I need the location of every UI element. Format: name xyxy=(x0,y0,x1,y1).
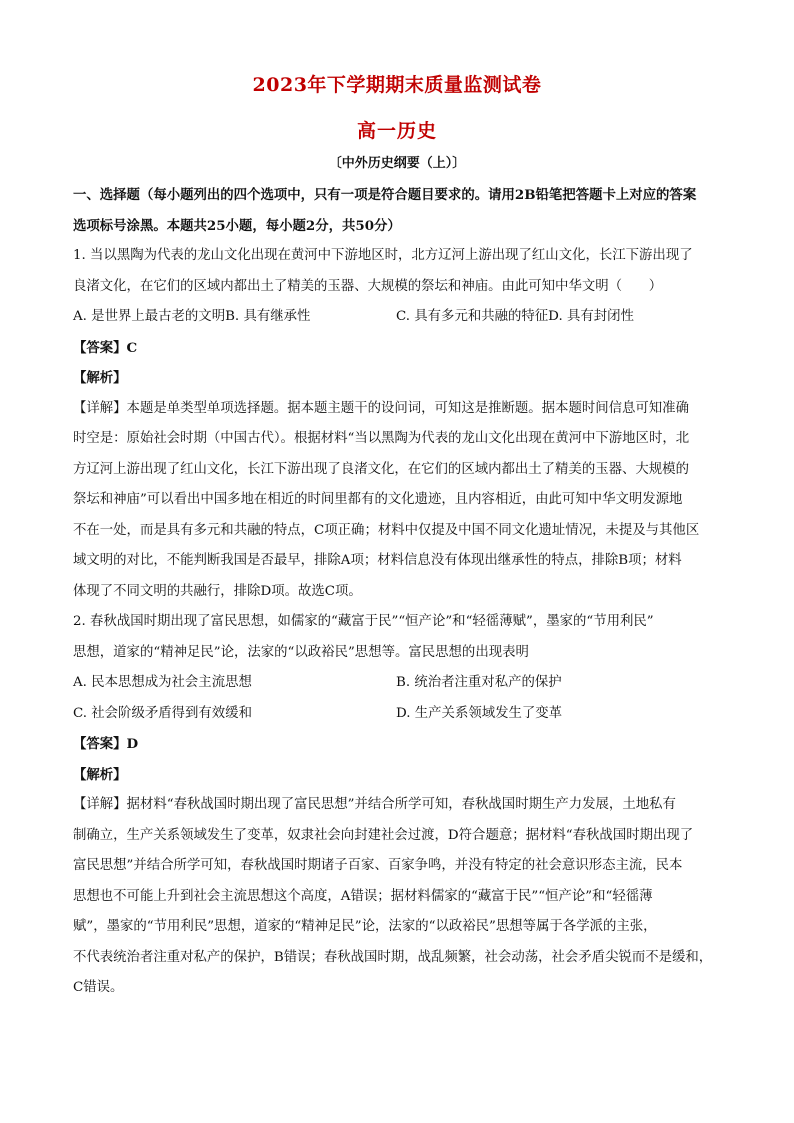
section-heading-line: 选项标号涂黑。本题共25小题，每小题2分，共50分） xyxy=(73,217,401,234)
exam-title: 2023年下学期期末质量监测试卷 xyxy=(252,74,542,96)
detail-line: 富民思想”并结合所学可知，春秋战国时期诸子百家、百家争鸣，并没有特定的社会意识形态主流，民本 xyxy=(73,858,683,873)
detail-line: 【详解】本题是单类型单项选择题。据本题主题干的设问词，可知这是推断题。据本题时间信息可知准确 xyxy=(73,400,689,416)
question-2 xyxy=(73,607,725,1004)
detail-line: 域文明的对比，不能判断我国是否最早，排除A项；材料信息没有体现出继承性的特点，排除B项；材料 xyxy=(73,553,682,568)
question-stem-line: 1. 当以黑陶为代表的龙山文化出现在黄河中下游地区时，北方辽河上游出现了红山文化，长江下游出现了 xyxy=(73,248,693,263)
detail-line: C错误。 xyxy=(73,980,124,995)
option-text: D. 生产关系领域发生了变革 xyxy=(396,705,563,721)
detail-line: 不在一处，而是具有多元和共融的特点，C项正确；材料中仅提及中国不同文化遗址情况，未提及与其他区 xyxy=(73,522,700,538)
detail-line: 不代表统治者注重对私产的保护，B错误；春秋战国时期，战乱频繁，社会动荡，社会矛盾尖锐而不是缓和， xyxy=(73,949,713,965)
detail-line: 赋”，墨家的“节用利民”思想，道家的“精神足民”论，法家的“以政裕民”思想等属于各学派的主张， xyxy=(73,919,657,934)
exam-content xyxy=(73,180,725,1004)
detail-line: 祭坛和神庙”可以看出中国多地在相近的时间里都有的文化遗迹，且内容相近，由此可知中华文明发源地 xyxy=(73,492,683,507)
option-text: C. 社会阶级矛盾得到有效缓和 xyxy=(73,705,252,721)
option-text: B. 统治者注重对私产的保护 xyxy=(396,675,562,690)
options-row xyxy=(73,699,725,730)
question-stem-line: 思想，道家的“精神足民”论，法家的“以政裕民”思想等。富民思想的出现表明 xyxy=(73,644,529,660)
analysis-label: 【解析】 xyxy=(73,370,127,386)
option-text: C. 具有多元和共融的特征D. 具有封闭性 xyxy=(396,309,634,324)
question-stem-line: 2. 春秋战国时期出现了富民思想，如儒家的“藏富于民”“恒产论”和“轻徭薄赋”，墨家的“节用利民” xyxy=(73,614,654,629)
detail-line: 方辽河上游出现了红山文化，长江下游出现了良渚文化，在它们的区域内都出土了精美的玉器、大规模的 xyxy=(73,461,689,477)
answer-label: 【答案】D xyxy=(73,736,139,752)
detail-line: 时空是：原始社会时期（中国古代）。根据材料“当以黑陶为代表的龙山文化出现在黄河中下游地区时，北 xyxy=(73,431,690,446)
detail-line: 体现了不同文明的共融行，排除D项。故选C项。 xyxy=(73,583,362,599)
question-1 xyxy=(73,241,725,607)
exam-subject: 高一历史 xyxy=(356,120,437,142)
analysis-label: 【解析】 xyxy=(73,766,127,783)
detail-line: 制确立，生产关系领域发生了变革，奴隶社会向封建社会过渡，D符合题意；据材料“春秋战国时期出现了 xyxy=(73,827,694,843)
detail-line: 思想也不可能上升到社会主流思想这个高度，A错误；据材料儒家的“藏富于民”“恒产论”和“轻徭薄 xyxy=(73,888,653,904)
option-text: A. 民本思想成为社会主流思想 xyxy=(73,675,252,690)
question-stem-line: 良渚文化，在它们的区域内都出土了精美的玉器、大规模的祭坛和神庙。由此可知中华文明（ ） xyxy=(73,278,663,294)
option-text: A. 是世界上最古老的文明B. 具有继承性 xyxy=(73,309,311,324)
section-heading-line: 一、选择题（每小题列出的四个选项中，只有一项是符合题目要求的。请用2B铅笔把答题卡上对应的答案 xyxy=(73,187,697,203)
options-row xyxy=(73,302,725,333)
exam-scope: 〔中外历史纲要（上）〕 xyxy=(328,156,466,171)
detail-line: 【详解】据材料“春秋战国时期出现了富民思想”并结合所学可知，春秋战国时期生产力发展，土地私有 xyxy=(73,797,676,812)
answer-label: 【答案】C xyxy=(73,339,138,356)
options-row xyxy=(73,668,725,699)
